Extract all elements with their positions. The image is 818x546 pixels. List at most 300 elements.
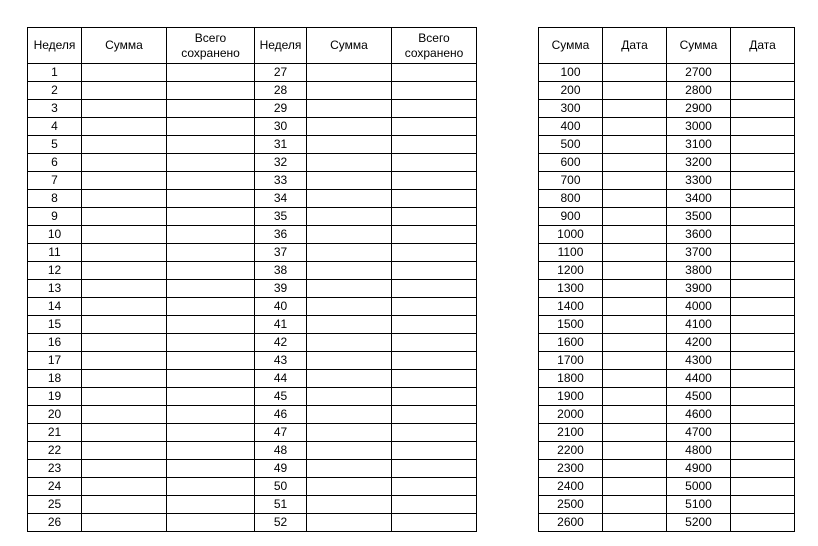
total-saved-cell [392, 136, 477, 154]
date-cell [603, 64, 667, 82]
weekly-savings-header-row [28, 28, 477, 64]
amount-value-cell: 3200 [667, 154, 731, 172]
table-row [28, 244, 477, 262]
amount-value-cell: 2400 [539, 478, 603, 496]
week-number-cell: 31 [255, 136, 307, 154]
table-row [28, 352, 477, 370]
week-number-cell: 20 [28, 406, 82, 424]
amount-value-cell: 100 [539, 64, 603, 82]
amount-value-cell: 5100 [667, 496, 731, 514]
total-saved-cell [167, 388, 255, 406]
table-row [28, 406, 477, 424]
total-saved-cell [167, 244, 255, 262]
date-cell [603, 82, 667, 100]
amount-cell [82, 190, 167, 208]
total-saved-cell [167, 154, 255, 172]
amount-value-cell: 3000 [667, 118, 731, 136]
week-number-cell: 19 [28, 388, 82, 406]
amount-value-cell: 1600 [539, 334, 603, 352]
amount-cell [82, 442, 167, 460]
date-cell [603, 280, 667, 298]
amount-value-cell: 2800 [667, 82, 731, 100]
amount-cell [307, 154, 392, 172]
total-saved-cell [167, 316, 255, 334]
amount-value-cell: 1900 [539, 388, 603, 406]
amount-cell [307, 388, 392, 406]
amount-cell [307, 370, 392, 388]
week-number-cell: 16 [28, 334, 82, 352]
week-number-cell: 41 [255, 316, 307, 334]
amount-value-cell: 1300 [539, 280, 603, 298]
date-cell [731, 370, 795, 388]
week-number-cell: 45 [255, 388, 307, 406]
total-saved-cell [167, 370, 255, 388]
date-cell [731, 154, 795, 172]
week-number-cell: 33 [255, 172, 307, 190]
header-week: Неделя [28, 28, 82, 64]
date-cell [603, 352, 667, 370]
date-cell [603, 334, 667, 352]
table-row [539, 100, 795, 118]
week-number-cell: 49 [255, 460, 307, 478]
amount-cell [307, 460, 392, 478]
date-cell [603, 514, 667, 532]
week-number-cell: 51 [255, 496, 307, 514]
amount-cell [82, 298, 167, 316]
week-number-cell: 9 [28, 208, 82, 226]
total-saved-cell [167, 352, 255, 370]
week-number-cell: 5 [28, 136, 82, 154]
amount-cell [307, 136, 392, 154]
total-saved-cell [167, 136, 255, 154]
table-row [28, 262, 477, 280]
table-row [539, 244, 795, 262]
total-saved-cell [392, 352, 477, 370]
week-number-cell: 7 [28, 172, 82, 190]
total-saved-cell [392, 154, 477, 172]
header-week: Неделя [255, 28, 307, 64]
week-number-cell: 13 [28, 280, 82, 298]
week-number-cell: 38 [255, 262, 307, 280]
table-row [539, 64, 795, 82]
amount-cell [307, 190, 392, 208]
amount-value-cell: 5200 [667, 514, 731, 532]
total-saved-cell [392, 208, 477, 226]
total-saved-cell [167, 172, 255, 190]
amount-cell [82, 244, 167, 262]
date-cell [731, 64, 795, 82]
amount-value-cell: 3400 [667, 190, 731, 208]
table-row [28, 442, 477, 460]
table-row [28, 226, 477, 244]
amount-cell [82, 280, 167, 298]
table-row [539, 442, 795, 460]
table-row [28, 478, 477, 496]
date-cell [731, 226, 795, 244]
week-number-cell: 1 [28, 64, 82, 82]
total-saved-cell [392, 514, 477, 532]
amount-cell [307, 262, 392, 280]
date-cell [603, 190, 667, 208]
amount-value-cell: 500 [539, 136, 603, 154]
amount-cell [307, 424, 392, 442]
table-row [28, 496, 477, 514]
amount-cell [82, 226, 167, 244]
week-number-cell: 10 [28, 226, 82, 244]
table-row [539, 280, 795, 298]
table-row [539, 208, 795, 226]
date-cell [731, 514, 795, 532]
table-row [28, 154, 477, 172]
amount-cell [307, 208, 392, 226]
total-saved-cell [392, 496, 477, 514]
amount-cell [82, 82, 167, 100]
amount-date-table [538, 27, 795, 532]
header-amount: Сумма [539, 28, 603, 64]
date-cell [603, 406, 667, 424]
amount-value-cell: 1200 [539, 262, 603, 280]
table-row [28, 370, 477, 388]
total-saved-cell [392, 460, 477, 478]
week-number-cell: 36 [255, 226, 307, 244]
table-row [539, 118, 795, 136]
week-number-cell: 23 [28, 460, 82, 478]
total-saved-cell [167, 298, 255, 316]
amount-value-cell: 600 [539, 154, 603, 172]
amount-cell [82, 100, 167, 118]
table-row [28, 118, 477, 136]
amount-cell [82, 154, 167, 172]
total-saved-cell [392, 262, 477, 280]
table-row [28, 208, 477, 226]
total-saved-cell [167, 226, 255, 244]
amount-value-cell: 4600 [667, 406, 731, 424]
amount-value-cell: 2300 [539, 460, 603, 478]
amount-value-cell: 5000 [667, 478, 731, 496]
table-row [539, 424, 795, 442]
table-row [28, 100, 477, 118]
amount-cell [307, 496, 392, 514]
total-saved-cell [167, 460, 255, 478]
total-saved-cell [167, 82, 255, 100]
amount-value-cell: 4100 [667, 316, 731, 334]
date-cell [731, 208, 795, 226]
table-row [539, 136, 795, 154]
week-number-cell: 44 [255, 370, 307, 388]
amount-cell [307, 100, 392, 118]
weekly-savings-table [27, 27, 477, 532]
amount-cell [307, 226, 392, 244]
table-row [28, 82, 477, 100]
week-number-cell: 6 [28, 154, 82, 172]
amount-cell [82, 334, 167, 352]
table-row [28, 334, 477, 352]
header-date: Дата [731, 28, 795, 64]
amount-cell [307, 514, 392, 532]
week-number-cell: 37 [255, 244, 307, 262]
amount-cell [307, 118, 392, 136]
amount-cell [307, 172, 392, 190]
amount-value-cell: 3700 [667, 244, 731, 262]
table-row [28, 460, 477, 478]
amount-cell [82, 460, 167, 478]
amount-cell [82, 370, 167, 388]
total-saved-cell [392, 478, 477, 496]
total-saved-cell [392, 172, 477, 190]
date-cell [731, 478, 795, 496]
table-row [539, 82, 795, 100]
amount-value-cell: 4700 [667, 424, 731, 442]
amount-value-cell: 2000 [539, 406, 603, 424]
table-row [28, 514, 477, 532]
date-cell [731, 82, 795, 100]
amount-cell [82, 136, 167, 154]
week-number-cell: 48 [255, 442, 307, 460]
total-saved-cell [392, 190, 477, 208]
header-amount: Сумма [667, 28, 731, 64]
week-number-cell: 21 [28, 424, 82, 442]
date-cell [731, 442, 795, 460]
date-cell [603, 244, 667, 262]
date-cell [603, 316, 667, 334]
amount-cell [307, 352, 392, 370]
total-saved-cell [167, 64, 255, 82]
amount-value-cell: 2500 [539, 496, 603, 514]
amount-cell [307, 280, 392, 298]
table-row [28, 64, 477, 82]
week-number-cell: 43 [255, 352, 307, 370]
week-number-cell: 27 [255, 64, 307, 82]
amount-value-cell: 3900 [667, 280, 731, 298]
total-saved-cell [392, 388, 477, 406]
table-row [28, 424, 477, 442]
amount-value-cell: 4500 [667, 388, 731, 406]
table-row [28, 136, 477, 154]
total-saved-cell [167, 334, 255, 352]
week-number-cell: 39 [255, 280, 307, 298]
week-number-cell: 15 [28, 316, 82, 334]
amount-cell [82, 64, 167, 82]
total-saved-cell [167, 406, 255, 424]
total-saved-cell [167, 208, 255, 226]
week-number-cell: 24 [28, 478, 82, 496]
amount-value-cell: 4300 [667, 352, 731, 370]
total-saved-cell [392, 82, 477, 100]
header-total-saved: Всего сохранено [167, 28, 255, 64]
amount-cell [82, 352, 167, 370]
table-row [539, 496, 795, 514]
week-number-cell: 18 [28, 370, 82, 388]
amount-cell [82, 118, 167, 136]
amount-cell [82, 478, 167, 496]
amount-value-cell: 1000 [539, 226, 603, 244]
date-cell [603, 262, 667, 280]
total-saved-cell [167, 262, 255, 280]
amount-value-cell: 2100 [539, 424, 603, 442]
date-cell [731, 406, 795, 424]
date-cell [603, 388, 667, 406]
total-saved-cell [167, 190, 255, 208]
table-row [539, 172, 795, 190]
date-cell [603, 208, 667, 226]
amount-cell [82, 262, 167, 280]
week-number-cell: 35 [255, 208, 307, 226]
amount-value-cell: 3600 [667, 226, 731, 244]
amount-value-cell: 400 [539, 118, 603, 136]
week-number-cell: 8 [28, 190, 82, 208]
amount-value-cell: 1500 [539, 316, 603, 334]
date-cell [731, 262, 795, 280]
week-number-cell: 26 [28, 514, 82, 532]
amount-cell [307, 316, 392, 334]
date-cell [731, 334, 795, 352]
amount-cell [82, 388, 167, 406]
total-saved-cell [167, 478, 255, 496]
table-row [28, 298, 477, 316]
week-number-cell: 17 [28, 352, 82, 370]
date-cell [603, 424, 667, 442]
amount-cell [82, 208, 167, 226]
week-number-cell: 22 [28, 442, 82, 460]
date-cell [603, 370, 667, 388]
amount-date-header-row [539, 28, 795, 64]
amount-value-cell: 900 [539, 208, 603, 226]
date-cell [731, 316, 795, 334]
amount-value-cell: 1800 [539, 370, 603, 388]
table-row [539, 334, 795, 352]
week-number-cell: 14 [28, 298, 82, 316]
week-number-cell: 3 [28, 100, 82, 118]
table-row [539, 154, 795, 172]
week-number-cell: 11 [28, 244, 82, 262]
table-row [28, 388, 477, 406]
table-row [28, 280, 477, 298]
total-saved-cell [392, 298, 477, 316]
table-row [539, 262, 795, 280]
amount-value-cell: 2600 [539, 514, 603, 532]
table-row [539, 514, 795, 532]
total-saved-cell [167, 514, 255, 532]
total-saved-cell [392, 424, 477, 442]
week-number-cell: 42 [255, 334, 307, 352]
amount-value-cell: 3100 [667, 136, 731, 154]
amount-value-cell: 300 [539, 100, 603, 118]
table-row [539, 316, 795, 334]
week-number-cell: 47 [255, 424, 307, 442]
total-saved-cell [167, 496, 255, 514]
amount-value-cell: 1700 [539, 352, 603, 370]
week-number-cell: 30 [255, 118, 307, 136]
week-number-cell: 32 [255, 154, 307, 172]
date-cell [603, 100, 667, 118]
amount-cell [307, 442, 392, 460]
amount-value-cell: 3300 [667, 172, 731, 190]
date-cell [603, 442, 667, 460]
total-saved-cell [392, 370, 477, 388]
week-number-cell: 25 [28, 496, 82, 514]
table-row [28, 316, 477, 334]
table-row [28, 172, 477, 190]
header-amount: Сумма [307, 28, 392, 64]
amount-cell [82, 424, 167, 442]
amount-value-cell: 2900 [667, 100, 731, 118]
table-row [539, 298, 795, 316]
amount-value-cell: 2700 [667, 64, 731, 82]
date-cell [731, 388, 795, 406]
amount-value-cell: 4900 [667, 460, 731, 478]
amount-cell [82, 514, 167, 532]
date-cell [603, 298, 667, 316]
week-number-cell: 12 [28, 262, 82, 280]
amount-value-cell: 700 [539, 172, 603, 190]
table-row [539, 226, 795, 244]
date-cell [731, 352, 795, 370]
amount-value-cell: 4000 [667, 298, 731, 316]
amount-value-cell: 1100 [539, 244, 603, 262]
table-row [539, 460, 795, 478]
total-saved-cell [392, 118, 477, 136]
date-cell [731, 118, 795, 136]
total-saved-cell [392, 334, 477, 352]
date-cell [731, 496, 795, 514]
amount-cell [307, 82, 392, 100]
amount-value-cell: 4400 [667, 370, 731, 388]
amount-cell [82, 172, 167, 190]
total-saved-cell [392, 64, 477, 82]
date-cell [603, 226, 667, 244]
week-number-cell: 29 [255, 100, 307, 118]
total-saved-cell [392, 280, 477, 298]
table-row [539, 370, 795, 388]
amount-value-cell: 3800 [667, 262, 731, 280]
date-cell [731, 298, 795, 316]
week-number-cell: 4 [28, 118, 82, 136]
week-number-cell: 50 [255, 478, 307, 496]
table-row [539, 406, 795, 424]
date-cell [731, 280, 795, 298]
amount-cell [307, 478, 392, 496]
table-row [28, 190, 477, 208]
total-saved-cell [167, 118, 255, 136]
total-saved-cell [392, 316, 477, 334]
amount-date-body [539, 64, 795, 532]
amount-cell [82, 316, 167, 334]
date-cell [731, 100, 795, 118]
date-cell [603, 478, 667, 496]
week-number-cell: 46 [255, 406, 307, 424]
date-cell [603, 136, 667, 154]
amount-cell [307, 298, 392, 316]
date-cell [731, 190, 795, 208]
total-saved-cell [167, 442, 255, 460]
table-row [539, 478, 795, 496]
amount-value-cell: 2200 [539, 442, 603, 460]
amount-value-cell: 200 [539, 82, 603, 100]
amount-cell [307, 244, 392, 262]
date-cell [731, 172, 795, 190]
amount-value-cell: 4200 [667, 334, 731, 352]
week-number-cell: 28 [255, 82, 307, 100]
date-cell [603, 118, 667, 136]
week-number-cell: 2 [28, 82, 82, 100]
weekly-savings-body [28, 64, 477, 532]
amount-cell [82, 406, 167, 424]
total-saved-cell [392, 100, 477, 118]
amount-value-cell: 4800 [667, 442, 731, 460]
date-cell [731, 244, 795, 262]
total-saved-cell [392, 406, 477, 424]
date-cell [603, 460, 667, 478]
